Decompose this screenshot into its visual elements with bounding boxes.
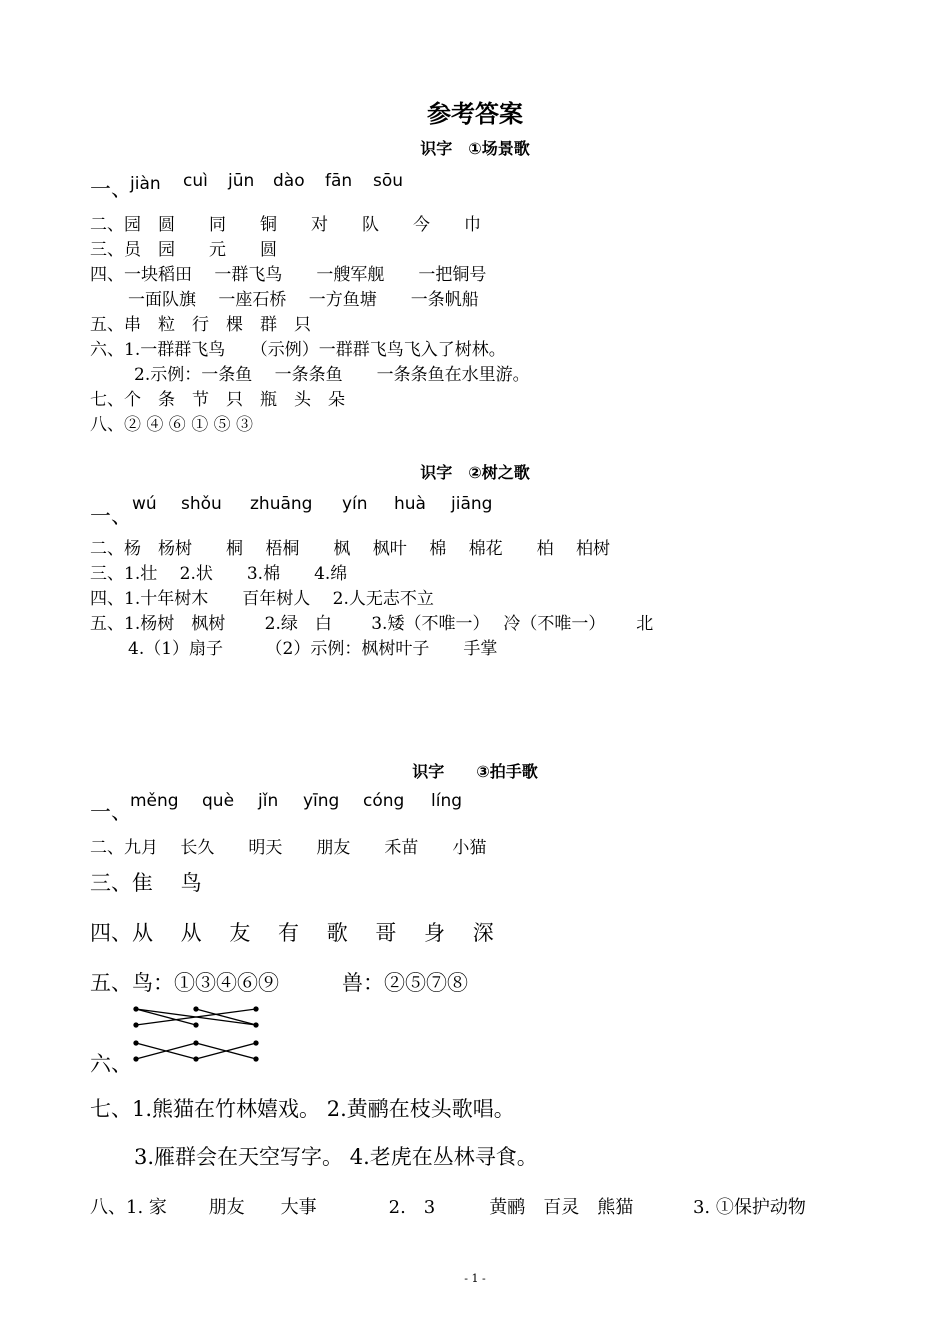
s2-pinyin-4: yín <box>342 494 368 514</box>
s1-q3: 三、员 园 元 圆 <box>90 240 277 260</box>
s1-q5: 五、串 粒 行 棵 群 只 <box>90 315 311 335</box>
s2-q5-line2: 4.（1）扇子 （2）示例：枫树叶子 手掌 <box>128 639 498 659</box>
s3-q4: 四、从 从 友 有 歌 哥 身 深 <box>90 921 494 945</box>
matching-lines-diagram <box>128 1005 268 1067</box>
s3-q7-line2: 3.雁群会在天空写字。 4.老虎在丛林寻食。 <box>134 1145 538 1169</box>
s1-q2: 二、园 圆 同 铜 对 队 今 巾 <box>90 215 481 235</box>
s2-q4: 四、1.十年树木 百年树人 2.人无志不立 <box>90 589 434 609</box>
s2-q1-label: 一、 <box>90 504 132 528</box>
section-heading-1: 识字 ①场景歌 <box>420 139 530 158</box>
s1-pinyin-4: dào <box>273 171 305 191</box>
s2-pinyin-3: zhuāng <box>250 494 313 514</box>
s1-pinyin-5: fān <box>325 171 353 191</box>
s1-q4-line2: 一面队旗 一座石桥 一方鱼塘 一条帆船 <box>128 290 479 310</box>
page-title: 参考答案 <box>427 100 523 128</box>
s1-q8: 八、② ④ ⑥ ① ⑤ ③ <box>90 415 254 435</box>
s1-q7: 七、个 条 节 只 瓶 头 朵 <box>90 390 345 410</box>
s2-pinyin-1: wú <box>132 494 157 514</box>
s3-pinyin-3: jǐn <box>258 791 279 811</box>
s3-pinyin-4: yīng <box>303 791 340 811</box>
s3-q6-label: 六、 <box>90 1052 132 1076</box>
s2-q2: 二、杨 杨树 桐 梧桐 枫 枫叶 棉 棉花 柏 柏树 <box>90 539 611 559</box>
s1-pinyin-3: jūn <box>228 171 255 191</box>
s3-q1-label: 一、 <box>90 800 132 824</box>
s2-pinyin-5: huà <box>394 494 426 514</box>
s3-pinyin-6: líng <box>431 791 463 811</box>
s3-pinyin-1: měng <box>130 791 179 811</box>
s2-q3: 三、1.壮 2.状 3.棉 4.绵 <box>90 564 348 584</box>
s1-pinyin-6: sōu <box>373 171 404 191</box>
s1-q6-line1: 六、1.一群群飞鸟 （示例）一群群飞鸟飞入了树林。 <box>90 340 506 360</box>
s3-pinyin-2: què <box>202 791 235 811</box>
s1-q6-line2: 2.示例：一条鱼 一条条鱼 一条条鱼在水里游。 <box>134 365 530 385</box>
s3-q5: 五、鸟：①③④⑥⑨ 兽：②⑤⑦⑧ <box>90 971 468 995</box>
s2-pinyin-2: shǒu <box>181 494 222 514</box>
s3-q8: 八、1. 家 朋友 大事 2. 3 黄鹂 百灵 熊猫 3. ①保护动物 <box>90 1197 806 1218</box>
s1-pinyin-1: jiàn <box>130 174 161 194</box>
s1-pinyin-2: cuì <box>183 171 208 191</box>
section-heading-2: 识字 ②树之歌 <box>420 463 530 482</box>
s3-pinyin-5: cóng <box>363 791 405 811</box>
s3-q2: 二、九月 长久 明天 朋友 禾苗 小猫 <box>90 838 487 858</box>
s2-q5-line1: 五、1.杨树 枫树 2.绿 白 3.矮（不唯一） 冷（不唯一） 北 <box>90 614 654 634</box>
section-heading-3: 识字 ③拍手歌 <box>412 762 538 781</box>
s3-q3: 三、隹 鸟 <box>90 871 202 895</box>
s3-q7-line1: 七、1.熊猫在竹林嬉戏。 2.黄鹂在枝头歌唱。 <box>90 1097 515 1121</box>
s1-q4-line1: 四、一块稻田 一群飞鸟 一艘军舰 一把铜号 <box>90 265 487 285</box>
s2-pinyin-6: jiāng <box>451 494 493 514</box>
s1-q1-label: 一、 <box>90 177 132 201</box>
page-number: - 1 - <box>464 1272 486 1285</box>
